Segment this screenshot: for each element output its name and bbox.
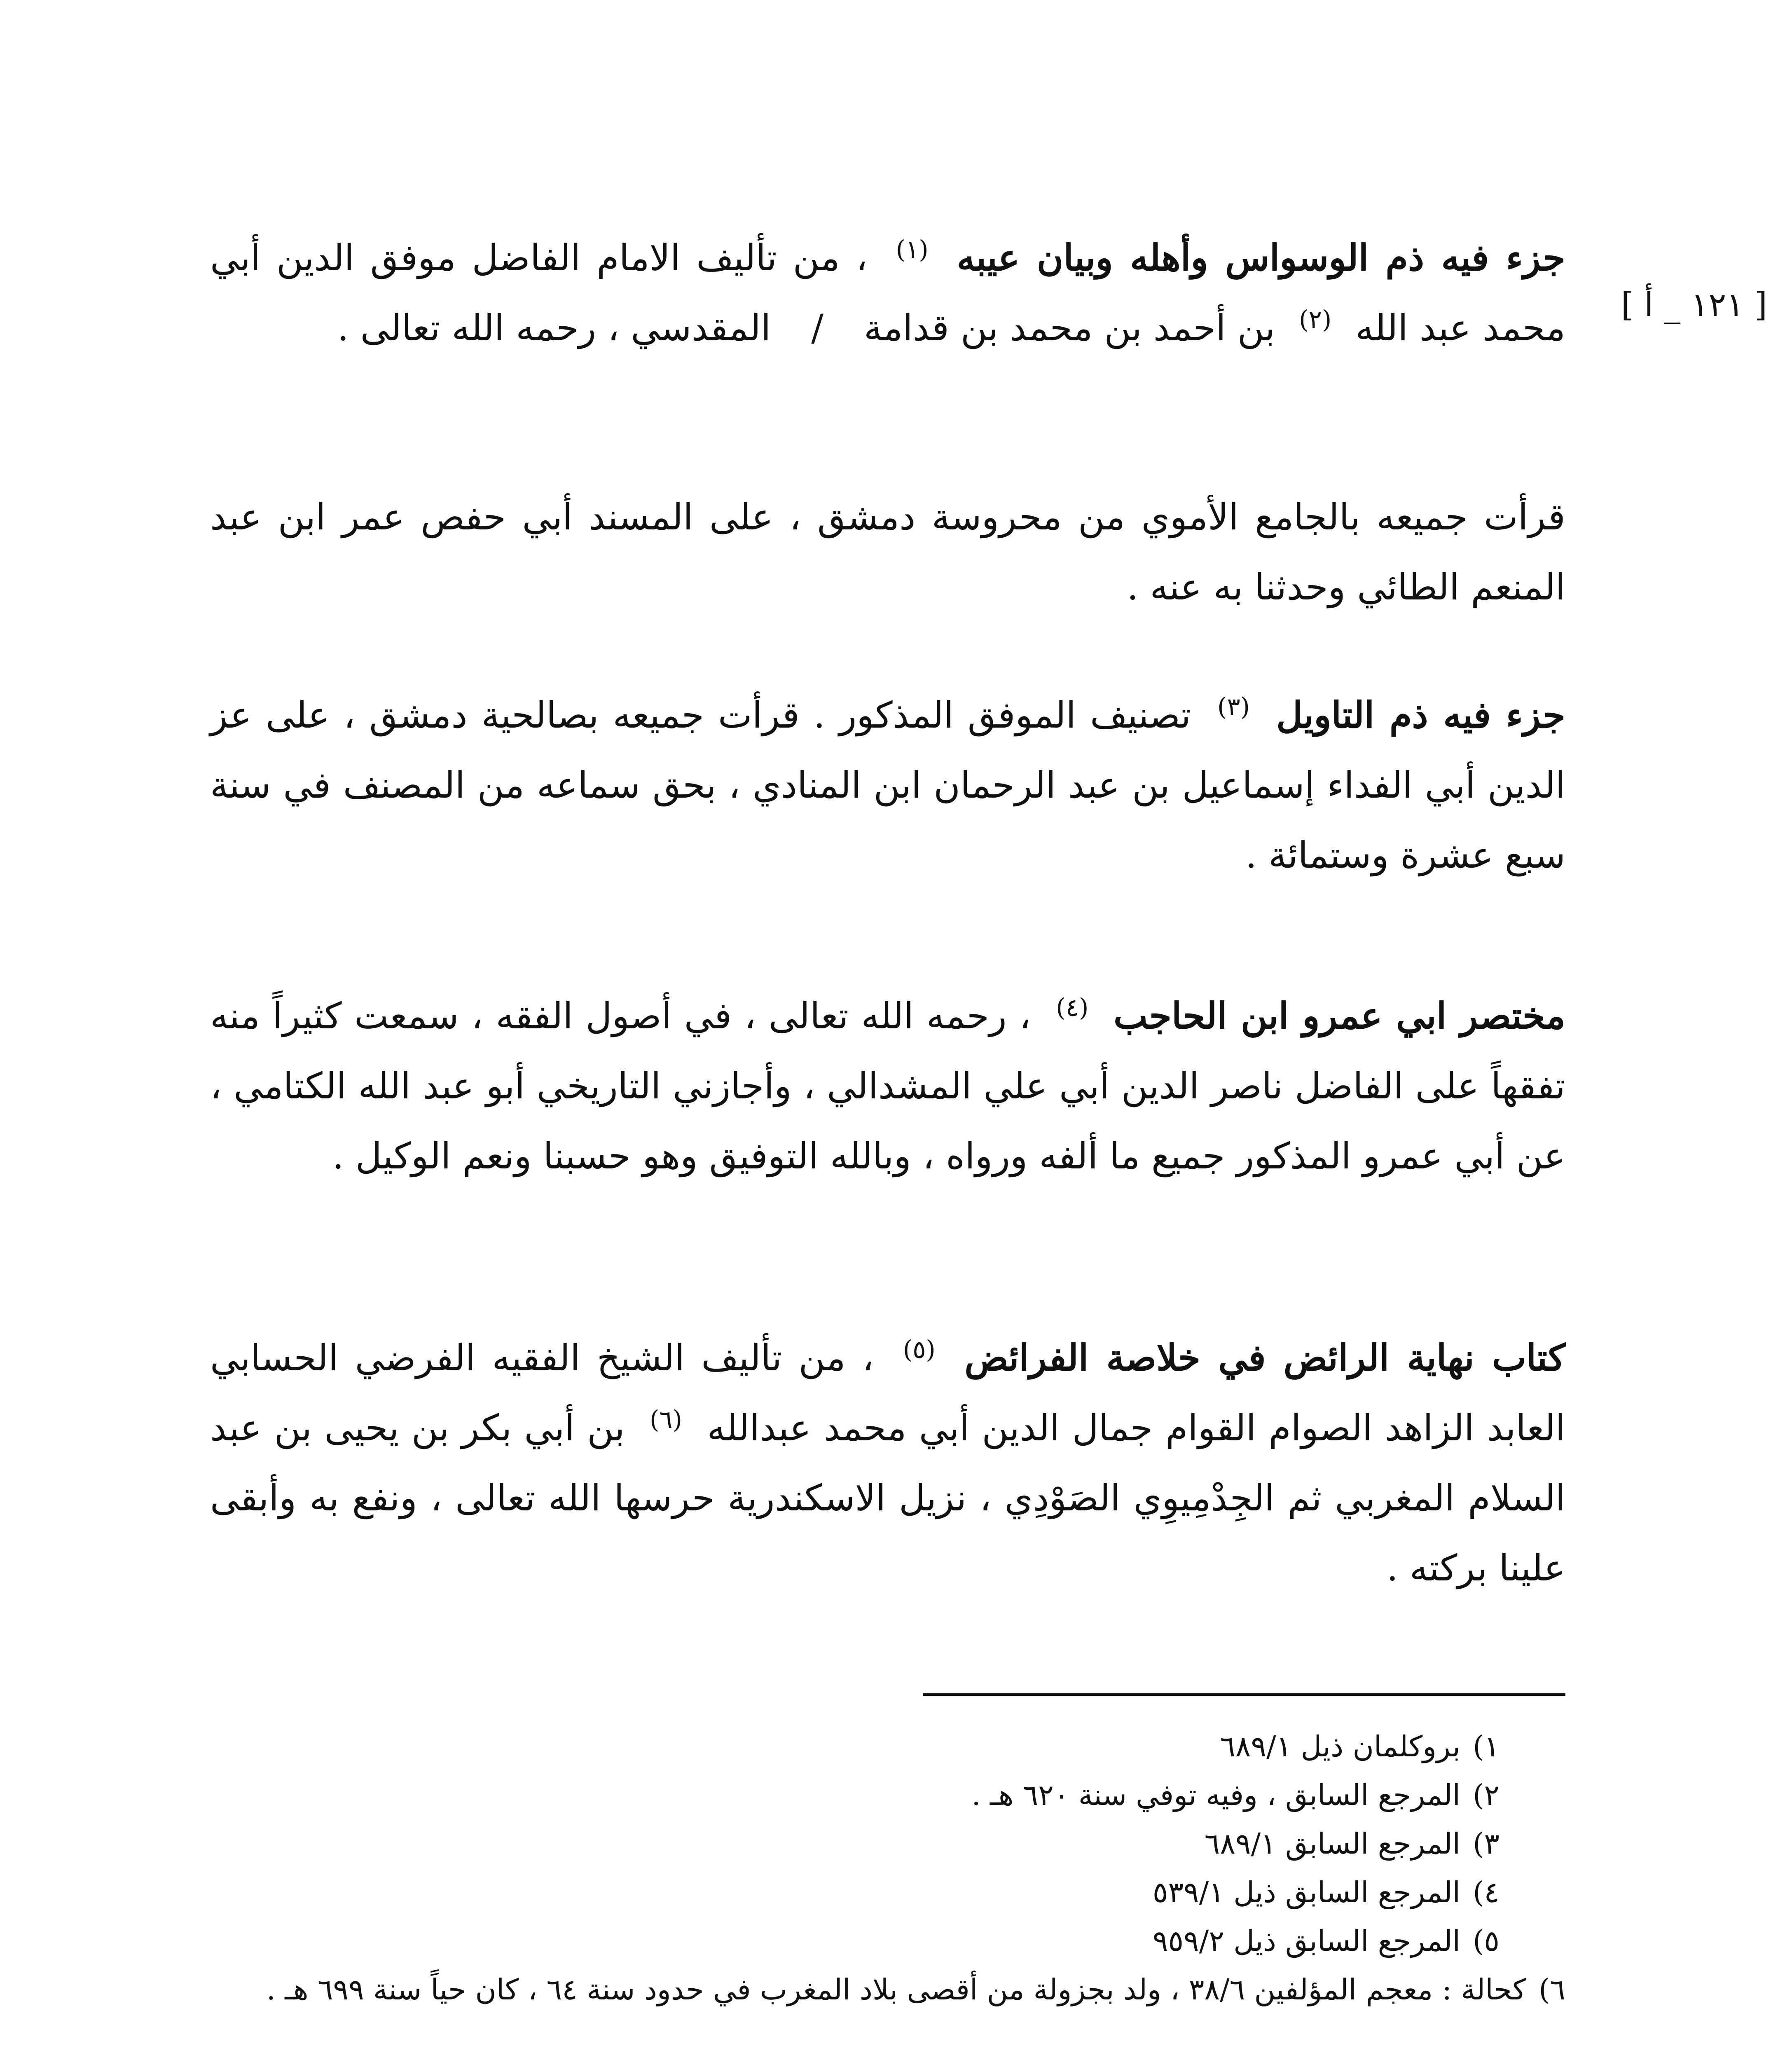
footnote-number: ٣) <box>1473 1827 1500 1861</box>
footnote-text: المرجع السابق ذيل ٥٣٩/١ <box>1152 1875 1461 1909</box>
footnote-text: المرجع السابق ذيل ٩٥٩/٢ <box>1152 1924 1461 1958</box>
entry-text: تصنيف الموفق المذكور . قرأت جميعه بصالحية دمشق ، على عز الدين أبي الفداء إسماعيل بن عبد الرحمان ابن المنادي ، بحق سماعه من المصنف في سنة سبع عشرة وستمائة . <box>210 694 1565 876</box>
entry-text: ، من تأليف الشيخ الفقيه الفرضي الحسابي العابد الزاهد الصوام القوام جمال الدين أبي محمد عبدالله <box>210 1337 1566 1449</box>
entry-dhamm-al-waswas <box>210 222 1565 363</box>
footnote-ref: (٥) <box>903 1335 936 1364</box>
footnote-item <box>214 1868 1565 1917</box>
footnote-ref: (٤) <box>1056 993 1089 1022</box>
footnote-item <box>214 1917 1565 1965</box>
footnote-text: كحالة : معجم المؤلفين ٣٨/٦ ، ولد بجزولة من أقصى بلاد المغرب في حدود سنة ٦٤ ، كان حياً سنة ٦٩٩ هـ . <box>266 1973 1527 2006</box>
footnote-ref: (١) <box>896 235 929 264</box>
footnote-ref: (٢) <box>1299 305 1332 334</box>
entry-text: بن أبي بكر بن يحيى بن عبد السلام المغربي ثم الجِدْمِيوِي الصَوْدِي ، نزيل الاسكندرية حرسها الله تعالى ، ونفع به وأبقى علينا بركته . <box>210 1407 1565 1589</box>
footnote-divider <box>923 1693 1565 1696</box>
footnote-number: ٢) <box>1473 1778 1500 1812</box>
entry-text: المقدسي ، رحمه الله تعالى . <box>337 307 771 349</box>
footnote-item <box>214 1965 1565 2014</box>
entry-dhamm-al-tawil <box>210 680 1565 890</box>
footnote-number: ١) <box>1473 1730 1500 1763</box>
entry-nihayat-al-raid <box>210 1323 1565 1603</box>
entry-text: قرأت جميعه بالجامع الأموي من محروسة دمشق ، على المسند أبي حفص عمر ابن عبد المنعم الطائي وحدثنا به عنه . <box>210 496 1565 608</box>
entry-title: كتاب نهاية الرائض في خلاصة الفرائض <box>964 1336 1565 1379</box>
entry-mukhtasar-ibn-al-hajib <box>210 981 1565 1191</box>
entry-text: بن أحمد بن محمد بن قدامة <box>863 307 1275 349</box>
entry-text: ، من تأليف الامام الفاضل موفق الدين أبي محمد عبد الله <box>210 236 1565 349</box>
entry-title: جزء فيه ذم التاويل <box>1276 693 1565 736</box>
footnote-number: ٦) <box>1539 1973 1565 2006</box>
page-break-marker: / <box>811 307 823 349</box>
footnote-number: ٥) <box>1473 1924 1500 1958</box>
footnote-number: ٤) <box>1473 1875 1500 1909</box>
footnote-item <box>214 1722 1565 1771</box>
footnote-text: المرجع السابق ، وفيه توفي سنة ٦٢٠ هـ . <box>971 1778 1461 1812</box>
footnote-text: بروكلمان ذيل ٦٨٩/١ <box>1220 1730 1461 1763</box>
entry-title: جزء فيه ذم الوسواس وأهله وبيان عيبه <box>957 236 1566 279</box>
footnote-ref: (٣) <box>1217 692 1250 721</box>
footnote-item <box>214 1819 1565 1868</box>
manuscript-folio-marker: [ ١٢١ _ أ ] <box>1621 286 1767 324</box>
footnote-ref: (٦) <box>649 1405 683 1434</box>
entry-text: ، رحمه الله تعالى ، في أصول الفقه ، سمعت كثيراً منه تفقهاً على الفاضل ناصر الدين أبي علي المشدالي ، وأجازني التاريخي أبو عبد الله الكتامي ، عن أبي عمرو المذكور جميع ما ألفه ورواه ، وبالله التوفيق وهو حسبنا ونعم الوكيل . <box>210 995 1565 1177</box>
footnote-item <box>214 1771 1565 1819</box>
entry-reading-note <box>210 482 1565 622</box>
entry-title: مختصر ابي عمرو ابن الحاجب <box>1114 994 1565 1037</box>
footnotes <box>214 1722 1565 2014</box>
footnote-text: المرجع السابق ٦٨٩/١ <box>1204 1827 1461 1861</box>
